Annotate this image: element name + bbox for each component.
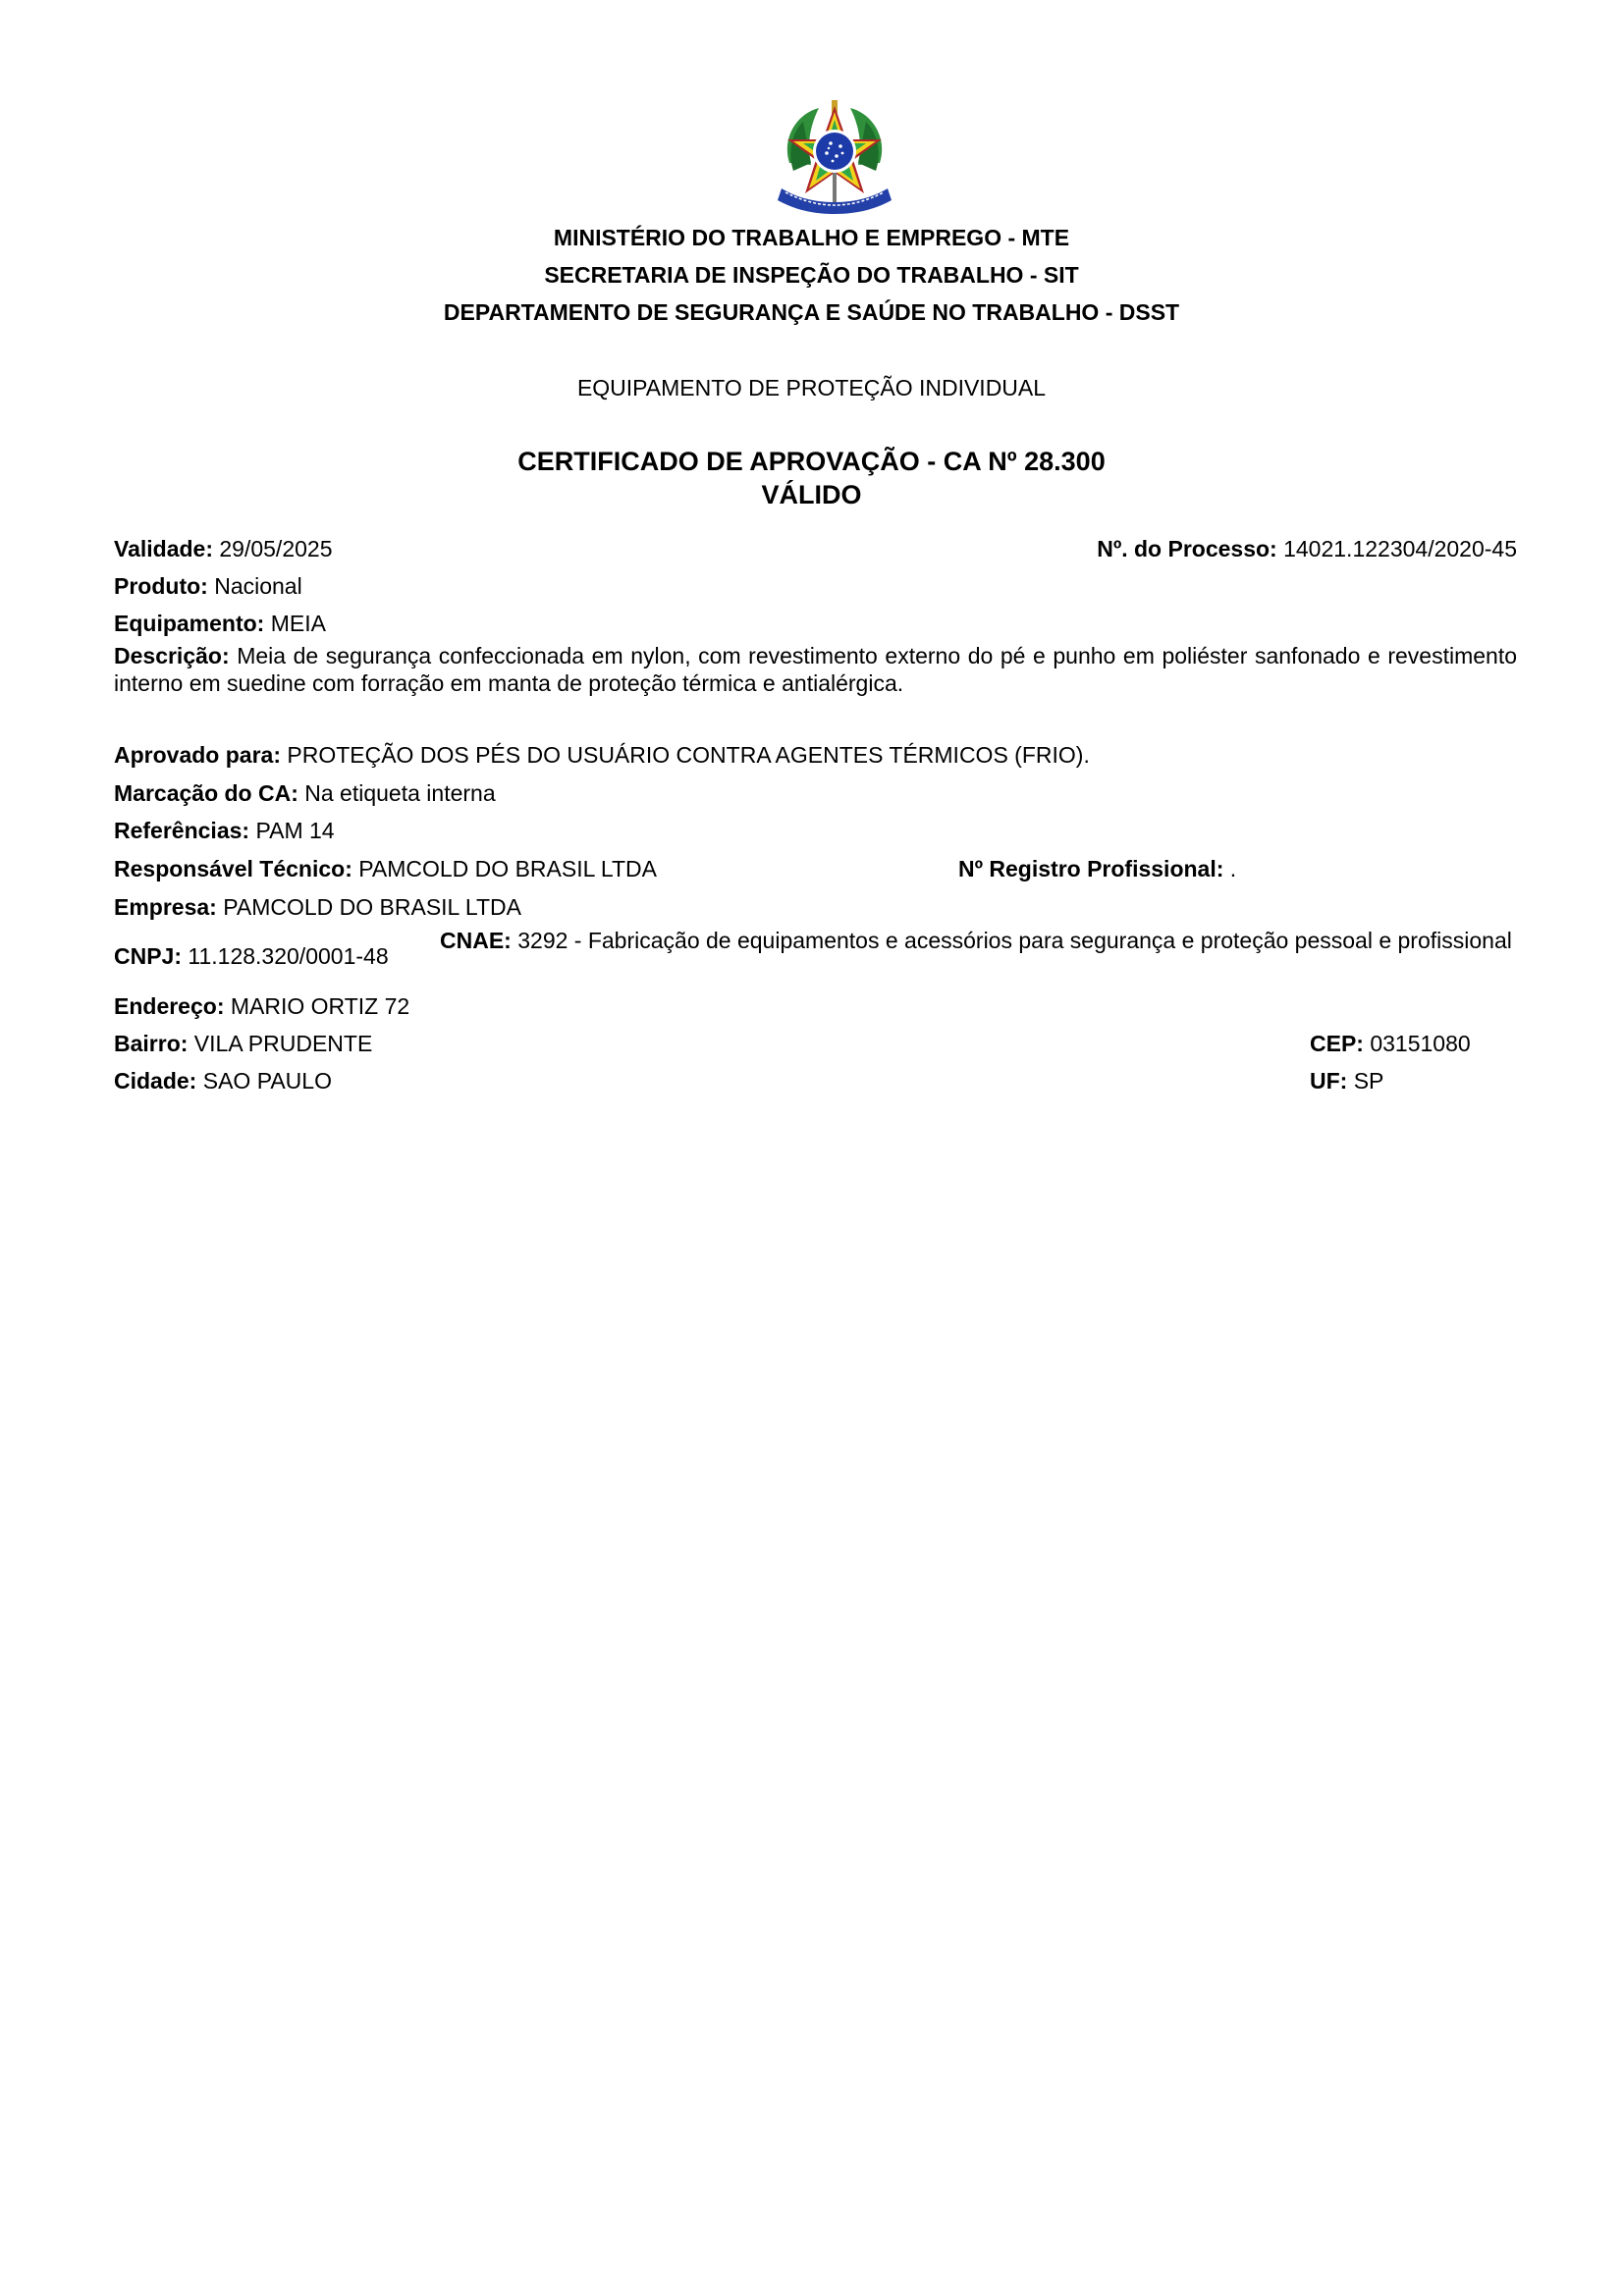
equipamento-value: MEIA [270,611,326,636]
endereco-value: MARIO ORTIZ 72 [230,993,410,1019]
cep-value: 03151080 [1370,1031,1471,1056]
cnpj-value: 11.128.320/0001-48 [188,943,389,969]
uf-field [1310,1067,1383,1095]
aprovado-para-value: PROTEÇÃO DOS PÉS DO USUÁRIO CONTRA AGENTES TÉRMICOS (FRIO). [287,742,1090,768]
secretariat-heading: SECRETARIA DE INSPEÇÃO DO TRABALHO - SIT [544,262,1079,288]
department-heading: DEPARTAMENTO DE SEGURANÇA E SAÚDE NO TRABALHO - DSST [443,299,1180,325]
processo-value: 14021.122304/2020-45 [1283,536,1517,561]
cidade-label: Cidade: [114,1068,197,1094]
bairro-field [114,1030,372,1057]
registro-profissional-field [958,855,1236,882]
responsavel-tecnico-label: Responsável Técnico: [114,856,352,881]
validade-value: 29/05/2025 [219,536,333,561]
produto-label: Produto: [114,573,208,599]
uf-value: SP [1353,1068,1384,1094]
empresa-field [114,893,521,921]
responsavel-tecnico-field [114,855,657,882]
referencias-field [114,817,335,844]
uf-label: UF: [1310,1068,1348,1094]
equipamento-field [114,610,326,637]
cnpj-field [114,942,389,970]
cnae-value: 3292 - Fabricação de equipamentos e acessórios para segurança e proteção pessoal e profissional [517,928,1512,953]
marcacao-label: Marcação do CA: [114,780,298,806]
descricao-value: Meia de segurança confeccionada em nylon, com revestimento externo do pé e punho em poliéster sanfonado e revestimento interno em suedine com forração em manta de proteção térmica e antialérgica. [114,643,1518,696]
cep-field [1310,1030,1471,1057]
certificate-title: CERTIFICADO DE APROVAÇÃO - CA Nº 28.300 [517,447,1106,476]
responsavel-tecnico-value: PAMCOLD DO BRASIL LTDA [358,856,658,881]
category-heading: EQUIPAMENTO DE PROTEÇÃO INDIVIDUAL [576,375,1047,400]
validade-field [114,535,333,562]
cnae-field [440,927,1517,954]
endereco-field [114,992,409,1020]
cidade-field [114,1067,332,1095]
processo-label: Nº. do Processo: [1097,536,1277,561]
endereco-label: Endereço: [114,993,225,1019]
bairro-label: Bairro: [114,1031,189,1056]
cnpj-label: CNPJ: [114,943,183,969]
descricao-label: Descrição: [114,643,230,668]
produto-field [114,572,302,600]
marcacao-value: Na etiqueta interna [304,780,496,806]
cep-label: CEP: [1310,1031,1364,1056]
processo-field [1097,535,1517,562]
descricao-field [114,642,1517,697]
registro-profissional-label: Nº Registro Profissional: [958,856,1224,881]
marcacao-field [114,779,496,807]
produto-value: Nacional [214,573,302,599]
cnae-label: CNAE: [440,928,512,953]
brazil-coat-of-arms-icon [772,94,897,220]
cidade-value: SAO PAULO [202,1068,332,1094]
referencias-value: PAM 14 [255,818,335,843]
empresa-value: PAMCOLD DO BRASIL LTDA [223,894,521,920]
registro-profissional-value: . [1229,856,1237,881]
aprovado-para-field [114,741,1090,769]
bairro-value: VILA PRUDENTE [193,1031,373,1056]
empresa-label: Empresa: [114,894,217,920]
aprovado-para-label: Aprovado para: [114,742,281,768]
referencias-label: Referências: [114,818,250,843]
certificate-status: VÁLIDO [761,480,862,509]
ministry-heading: MINISTÉRIO DO TRABALHO E EMPREGO - MTE [553,225,1070,250]
equipamento-label: Equipamento: [114,611,265,636]
validade-label: Validade: [114,536,213,561]
